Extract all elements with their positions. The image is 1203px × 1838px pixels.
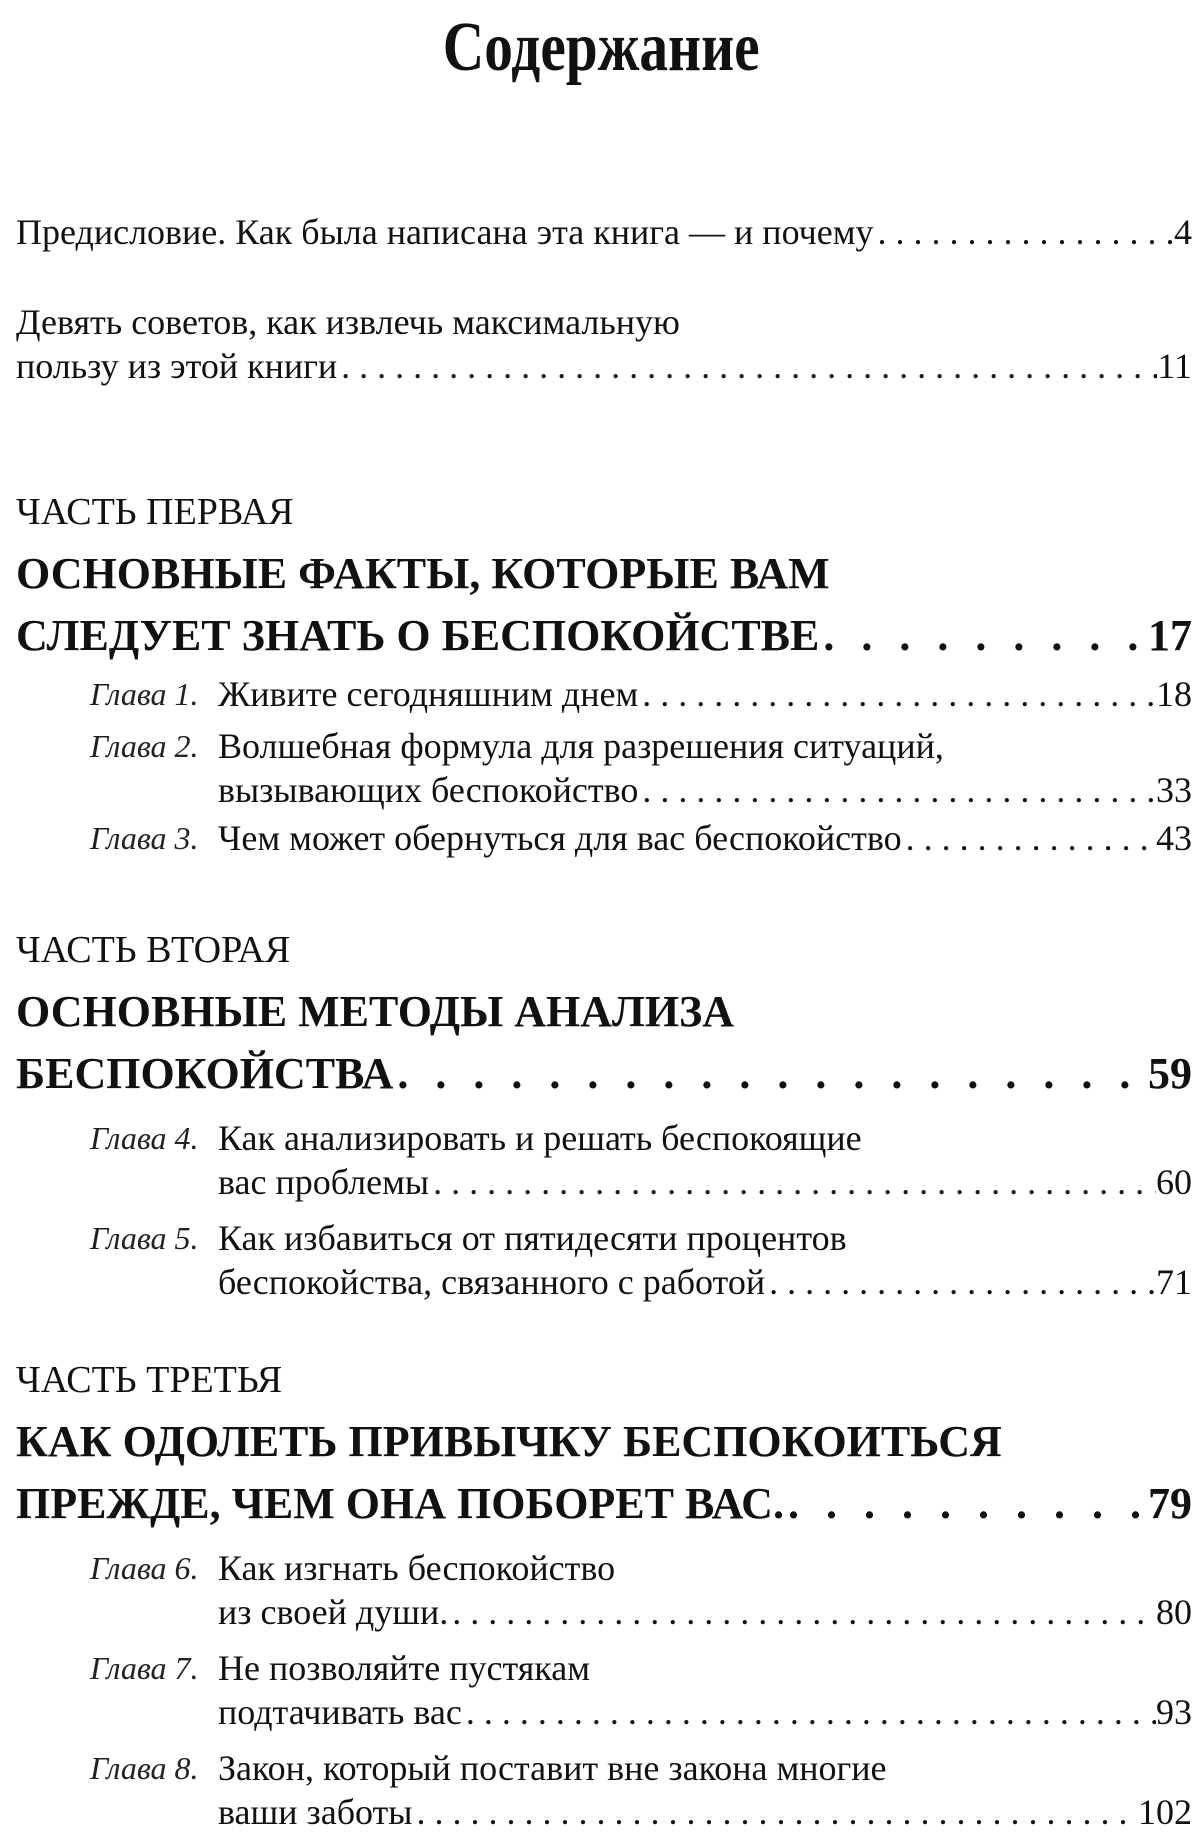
dot-leader	[902, 816, 1156, 860]
dot-leader	[638, 672, 1156, 716]
entry-text: беспокойства, связанного с работой	[218, 1262, 766, 1302]
page-number: 33	[1156, 770, 1192, 810]
entry-text: БЕСПОКОЙСТВА	[16, 1049, 394, 1098]
dot-leader	[412, 1790, 1138, 1834]
toc-entry-chapter-8[interactable]	[218, 1786, 1192, 1834]
dot-leader	[874, 210, 1175, 254]
entry-text: ваши заботы	[218, 1792, 413, 1832]
toc-entry-tips-line1[interactable]: Девять советов, как извлечь максимальную	[16, 302, 680, 342]
toc-entry-chapter-3[interactable]	[218, 812, 1192, 860]
toc-entry-part-3[interactable]	[16, 1474, 1192, 1530]
page-number: 43	[1156, 818, 1192, 858]
toc-entry-part-1[interactable]	[16, 606, 1192, 662]
dot-leader	[765, 1260, 1156, 1304]
entry-text: подтачивать вас	[218, 1692, 462, 1732]
chapter-6-line1[interactable]: Как изгнать беспокойство	[218, 1548, 616, 1588]
toc-entry-preface[interactable]	[16, 206, 1192, 254]
page-number: 4	[1174, 212, 1192, 252]
entry-text: Живите сегодняшним днем	[218, 674, 639, 714]
page-number: 71	[1156, 1262, 1192, 1302]
entry-text: из своей души.	[218, 1592, 449, 1632]
chapter-label: Глава 1.	[90, 676, 199, 712]
toc-entry-chapter-6[interactable]	[218, 1586, 1192, 1634]
entry-text: пользу из этой книги	[16, 346, 338, 386]
chapter-label: Глава 8.	[90, 1750, 199, 1786]
toc-entry-chapter-7[interactable]	[218, 1686, 1192, 1734]
dot-leader	[784, 1478, 1148, 1530]
chapter-7-line1[interactable]: Не позволяйте пустякам	[218, 1648, 591, 1688]
part-title-line1[interactable]: ОСНОВНЫЕ МЕТОДЫ АНАЛИЗА	[16, 987, 735, 1036]
chapter-label: Глава 7.	[90, 1650, 199, 1686]
chapter-2-line1[interactable]: Волшебная формула для разрешения ситуаций,	[218, 726, 944, 766]
page-title: Содержание	[443, 9, 760, 86]
toc-entry-chapter-2[interactable]	[218, 764, 1192, 812]
page-number: 60	[1156, 1162, 1192, 1202]
dot-leader	[337, 344, 1157, 388]
chapter-label: Глава 5.	[90, 1220, 199, 1256]
page-number: 18	[1156, 674, 1192, 714]
page-number: 17	[1148, 611, 1192, 660]
page-number: 80	[1156, 1592, 1192, 1632]
dot-leader	[448, 1590, 1156, 1634]
part-label: ЧАСТЬ ТРЕТЬЯ	[16, 1359, 283, 1401]
page-number: 59	[1148, 1049, 1192, 1098]
chapter-label: Глава 4.	[90, 1120, 199, 1156]
dot-leader	[393, 1048, 1148, 1100]
page-number: 93	[1156, 1692, 1192, 1732]
toc-entry-chapter-5[interactable]	[218, 1256, 1192, 1304]
toc-entry-chapter-4[interactable]	[218, 1156, 1192, 1204]
page-number: 79	[1148, 1479, 1192, 1528]
dot-leader	[819, 610, 1148, 662]
page-number: 102	[1138, 1792, 1192, 1832]
entry-text: Чем может обернуться для вас беспокойство	[218, 818, 902, 858]
part-label: ЧАСТЬ ПЕРВАЯ	[16, 491, 294, 533]
toc-entry-tips[interactable]	[16, 340, 1192, 388]
dot-leader	[638, 768, 1156, 812]
toc-entry-part-2[interactable]	[16, 1044, 1192, 1100]
part-label: ЧАСТЬ ВТОРАЯ	[16, 929, 291, 971]
entry-text: ПРЕЖДЕ, ЧЕМ ОНА ПОБОРЕТ ВАС.	[16, 1479, 784, 1528]
toc-entry-chapter-1[interactable]	[218, 668, 1192, 716]
entry-text: СЛЕДУЕТ ЗНАТЬ О БЕСПОКОЙСТВЕ	[16, 611, 820, 660]
page-number: 11	[1157, 346, 1192, 386]
chapter-5-line1[interactable]: Как избавиться от пятидесяти процентов	[218, 1218, 847, 1258]
entry-text: Предисловие. Как была написана эта книга — и почему	[16, 212, 874, 252]
part-title-line1[interactable]: ОСНОВНЫЕ ФАКТЫ, КОТОРЫЕ ВАМ	[16, 549, 830, 598]
entry-text: вас проблемы	[218, 1162, 430, 1202]
dot-leader	[429, 1160, 1156, 1204]
entry-text: вызывающих беспокойство	[218, 770, 639, 810]
chapter-label: Глава 2.	[90, 728, 199, 764]
chapter-4-line1[interactable]: Как анализировать и решать беспокоящие	[218, 1118, 862, 1158]
part-title-line1[interactable]: КАК ОДОЛЕТЬ ПРИВЫЧКУ БЕСПОКОИТЬСЯ	[16, 1417, 1002, 1466]
chapter-label: Глава 3.	[90, 820, 199, 856]
chapter-8-line1[interactable]: Закон, который поставит вне закона многие	[218, 1748, 887, 1788]
dot-leader	[462, 1690, 1156, 1734]
chapter-label: Глава 6.	[90, 1550, 199, 1586]
